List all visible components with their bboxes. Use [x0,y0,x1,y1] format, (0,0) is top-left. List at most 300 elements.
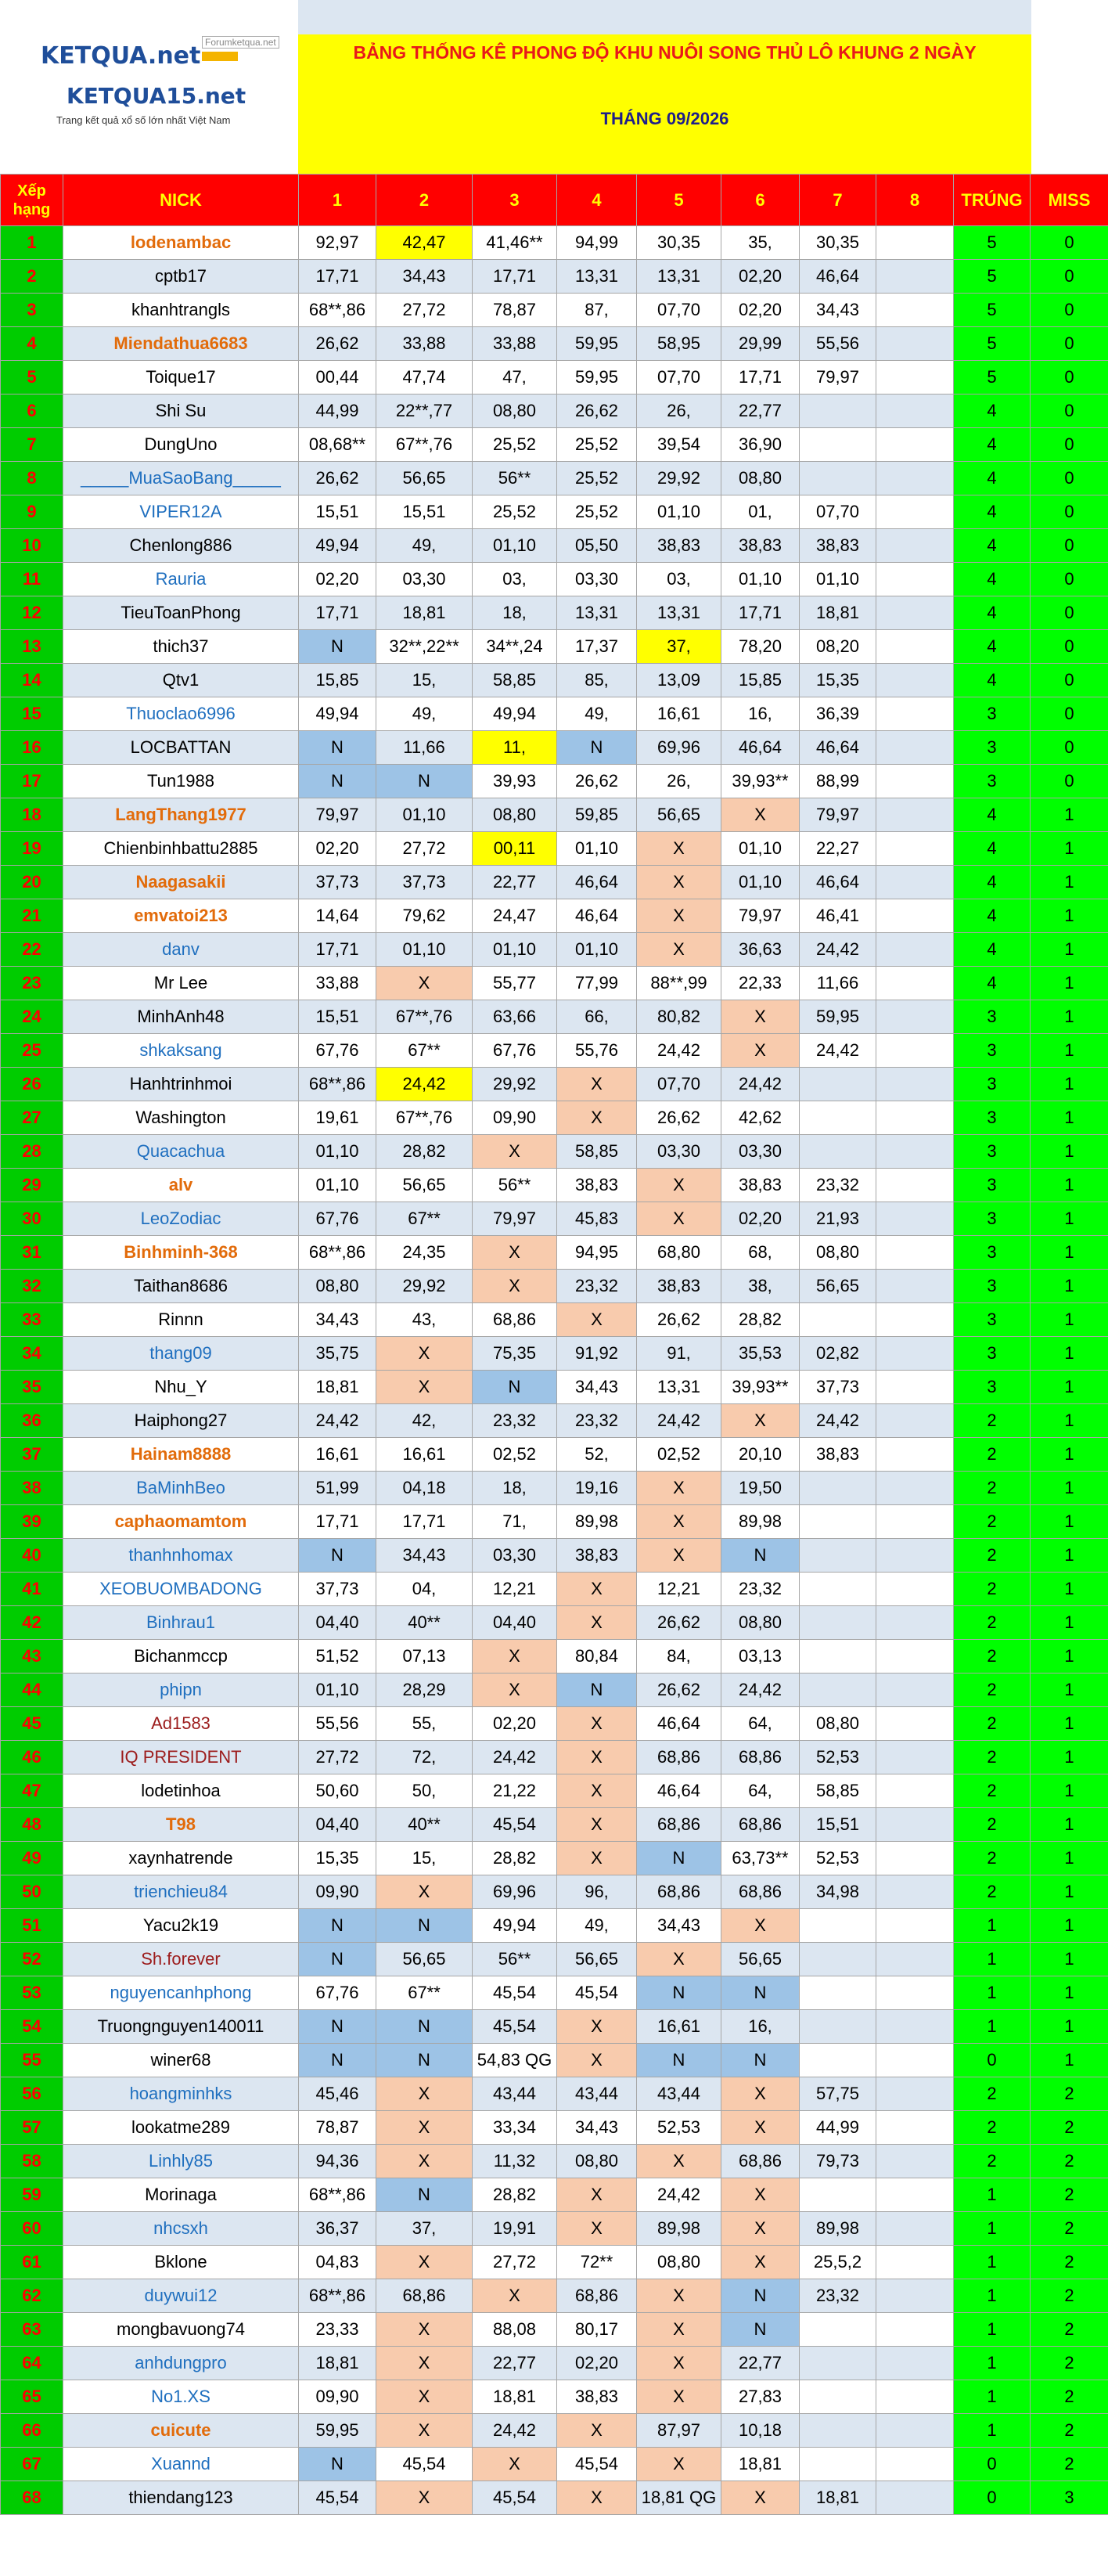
nick-cell[interactable]: cptb17 [63,260,299,294]
day-cell: 34,98 [800,1875,876,1909]
day-cell: X [557,2481,637,2515]
nick-cell[interactable]: Hainam8888 [63,1438,299,1472]
day-cell: 67**,76 [376,1101,473,1135]
site-logo[interactable] [0,34,298,174]
day-cell: 02,52 [473,1438,557,1472]
table-row [1,1842,1108,1875]
rank-cell: 50 [1,1875,63,1909]
day-cell [876,899,954,933]
table-row [1,327,1108,361]
nick-cell[interactable]: IQ PRESIDENT [63,1741,299,1774]
day-cell: 43,44 [473,2077,557,2111]
day-cell: 56** [473,1169,557,1202]
nick-cell[interactable]: Naagasakii [63,866,299,899]
day-cell: 03,30 [637,1135,721,1169]
day-cell: X [557,2010,637,2044]
day-cell: 08,20 [800,630,876,664]
nick-cell[interactable]: Ad1583 [63,1707,299,1741]
day-cell: 71, [473,1505,557,1539]
day-cell: 52,53 [800,1842,876,1875]
nick-cell[interactable]: lookatme289 [63,2111,299,2145]
day-cell: 27,72 [473,2246,557,2279]
day-cell: 89,98 [557,1505,637,1539]
day-cell: N [637,1842,721,1875]
nick-cell[interactable]: winer68 [63,2044,299,2077]
day-cell: 27,72 [376,832,473,866]
day-cell: 04,40 [299,1606,376,1640]
day-cell: 24,42 [800,933,876,967]
day-cell: 68,86 [376,2279,473,2313]
rank-cell: 29 [1,1169,63,1202]
miss-count-cell: 0 [1031,395,1108,428]
nick-cell[interactable]: Xuannd [63,2448,299,2481]
nick-cell[interactable]: cuicute [63,2414,299,2448]
day-cell: 85, [557,664,637,697]
hit-count-cell: 3 [954,1236,1031,1270]
day-cell: 28,82 [473,2178,557,2212]
day-cell [876,294,954,327]
nick-cell[interactable]: nhcsxh [63,2212,299,2246]
table-row [1,294,1108,327]
nick-cell[interactable]: khanhtrangls [63,294,299,327]
nick-cell[interactable]: Nhu_Y [63,1371,299,1404]
day-cell: X [637,1943,721,1976]
day-cell: N [299,2044,376,2077]
miss-count-cell: 0 [1031,731,1108,765]
day-cell: 17,71 [376,1505,473,1539]
nick-cell[interactable]: MinhAnh48 [63,1000,299,1034]
nick-cell[interactable]: _____MuaSaoBang_____ [63,462,299,495]
day-cell: 59,85 [557,798,637,832]
day-cell: X [473,1673,557,1707]
day-cell: 01,10 [721,563,800,596]
day-cell: 01,10 [473,529,557,563]
nick-cell[interactable]: danv [63,933,299,967]
nick-cell[interactable]: Qtv1 [63,664,299,697]
day-cell [800,1606,876,1640]
nick-cell[interactable]: TieuToanPhong [63,596,299,630]
day-cell: 08,80 [721,462,800,495]
nick-cell[interactable]: emvatoi213 [63,899,299,933]
miss-count-cell: 2 [1031,2246,1108,2279]
day-cell: 33,88 [376,327,473,361]
day-cell: 15,51 [376,495,473,529]
rank-cell: 46 [1,1741,63,1774]
hit-count-cell: 3 [954,731,1031,765]
day-cell: N [299,1909,376,1943]
miss-count-cell: 1 [1031,1640,1108,1673]
nick-cell[interactable]: Quacachua [63,1135,299,1169]
day-cell: 67**,76 [376,428,473,462]
rank-cell: 26 [1,1068,63,1101]
day-cell: 15,35 [299,1842,376,1875]
nick-cell[interactable]: LangThang1977 [63,798,299,832]
day-cell: X [721,2077,800,2111]
day-cell: N [376,2178,473,2212]
nick-cell[interactable]: duywui12 [63,2279,299,2313]
miss-count-cell: 0 [1031,529,1108,563]
hit-count-cell: 2 [954,1606,1031,1640]
rank-cell: 1 [1,226,63,260]
nick-cell[interactable]: phipn [63,1673,299,1707]
day-cell [800,1539,876,1573]
day-cell: 46,64 [637,1707,721,1741]
day-cell: 38,83 [557,1169,637,1202]
nick-cell[interactable]: trienchieu84 [63,1875,299,1909]
day-cell: 01,10 [299,1673,376,1707]
day-cell [876,260,954,294]
day-cell: 49, [376,529,473,563]
miss-count-cell: 0 [1031,765,1108,798]
nick-cell[interactable]: Tun1988 [63,765,299,798]
rank-cell: 6 [1,395,63,428]
day-cell: X [557,1573,637,1606]
day-cell [876,1640,954,1673]
title-banner [298,34,1031,174]
day-cell: 24,35 [376,1236,473,1270]
nick-cell[interactable]: Linhly85 [63,2145,299,2178]
rank-cell: 16 [1,731,63,765]
day-cell [876,2044,954,2077]
day-cell: 24,47 [473,899,557,933]
day-cell: 02,20 [721,1202,800,1236]
day-cell: N [557,731,637,765]
day-cell: 88,08 [473,2313,557,2347]
day-cell: 15,51 [299,495,376,529]
day-cell: 24,42 [637,1034,721,1068]
miss-count-cell: 1 [1031,1000,1108,1034]
day-cell [876,462,954,495]
nick-cell[interactable]: Bklone [63,2246,299,2279]
day-cell: 38,83 [637,529,721,563]
day-cell: N [376,1909,473,1943]
nick-cell[interactable]: Shi Su [63,395,299,428]
table-row [1,2279,1108,2313]
miss-count-cell: 1 [1031,1808,1108,1842]
rank-cell: 54 [1,2010,63,2044]
day-cell: 94,95 [557,1236,637,1270]
day-cell: X [721,798,800,832]
day-cell: 34,43 [376,1539,473,1573]
logo-small-label: Forumketqua.net [202,36,279,49]
nick-cell[interactable]: Rinnn [63,1303,299,1337]
day-cell: X [721,2111,800,2145]
miss-count-cell: 1 [1031,1236,1108,1270]
nick-cell[interactable]: LeoZodiac [63,1202,299,1236]
day-cell: 35, [721,226,800,260]
day-cell: 18, [473,1472,557,1505]
nick-cell[interactable]: lodenambac [63,226,299,260]
day-cell: 15, [376,1842,473,1875]
hit-count-cell: 2 [954,2111,1031,2145]
nick-cell[interactable]: Thuoclao6996 [63,697,299,731]
day-cell: X [376,1337,473,1371]
day-cell: 37, [376,2212,473,2246]
miss-count-cell: 1 [1031,1068,1108,1101]
nick-cell[interactable]: Miendathua6683 [63,327,299,361]
nick-cell[interactable]: caphaomamtom [63,1505,299,1539]
nick-cell[interactable]: T98 [63,1808,299,1842]
rank-cell: 21 [1,899,63,933]
day-cell: 37,73 [299,1573,376,1606]
hit-count-cell: 5 [954,226,1031,260]
day-cell: 43,44 [637,2077,721,2111]
day-cell: 43,44 [557,2077,637,2111]
day-cell: X [376,1371,473,1404]
hit-count-cell: 3 [954,1034,1031,1068]
nick-cell[interactable]: thang09 [63,1337,299,1371]
nick-cell[interactable]: Haiphong27 [63,1404,299,1438]
day-cell: 09,90 [473,1101,557,1135]
nick-cell[interactable]: hoangminhks [63,2077,299,2111]
day-cell: 29,92 [637,462,721,495]
nick-cell[interactable]: thich37 [63,630,299,664]
day-cell [800,1673,876,1707]
hit-count-cell: 2 [954,1404,1031,1438]
day-cell: X [637,899,721,933]
day-cell: 24,42 [473,1741,557,1774]
day-cell: N [299,2010,376,2044]
day-cell: 44,99 [299,395,376,428]
day-cell: 24,42 [299,1404,376,1438]
hit-count-cell: 1 [954,2380,1031,2414]
day-cell [876,1573,954,1606]
day-cell: 26,62 [637,1673,721,1707]
day-cell: X [637,2313,721,2347]
table-row [1,2347,1108,2380]
nick-cell[interactable]: anhdungpro [63,2347,299,2380]
day-cell: 68,86 [637,1808,721,1842]
nick-cell[interactable]: nguyencanhphong [63,1976,299,2010]
day-cell: X [557,1774,637,1808]
day-cell: 33,88 [299,967,376,1000]
day-cell: X [376,2380,473,2414]
day-cell [876,1505,954,1539]
day-cell: 49,94 [473,697,557,731]
miss-count-cell: 1 [1031,1169,1108,1202]
hit-count-cell: 3 [954,1135,1031,1169]
miss-count-cell: 1 [1031,1875,1108,1909]
nick-cell[interactable]: Rauria [63,563,299,596]
day-cell [876,2178,954,2212]
nick-cell[interactable]: Sh.forever [63,1943,299,1976]
day-cell: 00,44 [299,361,376,395]
rank-cell: 11 [1,563,63,596]
table-row [1,563,1108,596]
day-cell: 38,83 [800,1438,876,1472]
nick-cell[interactable]: lodetinhoa [63,1774,299,1808]
column-header: MISS [1031,175,1108,226]
day-cell [876,361,954,395]
nick-cell[interactable]: BaMinhBeo [63,1472,299,1505]
nick-cell[interactable]: thiendang123 [63,2481,299,2515]
day-cell: 28,82 [376,1135,473,1169]
day-cell: 26, [637,765,721,798]
nick-cell[interactable]: Hanhtrinhmoi [63,1068,299,1101]
day-cell: 03,13 [721,1640,800,1673]
day-cell: N [721,1976,800,2010]
day-cell: 21,93 [800,1202,876,1236]
day-cell: 79,97 [299,798,376,832]
day-cell: 77,99 [557,967,637,1000]
day-cell: 08,80 [800,1236,876,1270]
day-cell: 18,81 [473,2380,557,2414]
miss-count-cell: 2 [1031,2347,1108,2380]
day-cell: N [721,2044,800,2077]
day-cell: 26, [637,395,721,428]
table-row [1,1337,1108,1371]
table-row [1,1472,1108,1505]
day-cell: 30,35 [800,226,876,260]
hit-count-cell: 2 [954,2077,1031,2111]
rank-cell: 51 [1,1909,63,1943]
table-row [1,2313,1108,2347]
rank-cell: 36 [1,1404,63,1438]
day-cell [876,2111,954,2145]
day-cell: 04,18 [376,1472,473,1505]
hit-count-cell: 2 [954,1842,1031,1875]
day-cell: 79,97 [800,798,876,832]
day-cell: 25,52 [557,428,637,462]
table-row [1,2380,1108,2414]
day-cell: 68**,86 [299,2279,376,2313]
hit-count-cell: 3 [954,1068,1031,1101]
miss-count-cell: 1 [1031,2044,1108,2077]
nick-cell[interactable]: Bichanmccp [63,1640,299,1673]
day-cell: 41,46** [473,226,557,260]
rank-cell: 27 [1,1101,63,1135]
day-cell [800,1472,876,1505]
day-cell: 88**,99 [637,967,721,1000]
day-cell: 45,54 [473,2481,557,2515]
day-cell [800,1640,876,1673]
day-cell: 56,65 [376,1169,473,1202]
nick-cell[interactable]: Truongnguyen140011 [63,2010,299,2044]
column-header: 4 [557,175,637,226]
nick-cell[interactable]: LOCBATTAN [63,731,299,765]
day-cell [876,2279,954,2313]
rank-cell: 3 [1,294,63,327]
nick-cell[interactable]: DungUno [63,428,299,462]
day-cell [876,1404,954,1438]
miss-count-cell: 1 [1031,1842,1108,1875]
day-cell: 42, [376,1404,473,1438]
nick-cell[interactable]: Binhrau1 [63,1606,299,1640]
day-cell [800,2448,876,2481]
day-cell: 55,77 [473,967,557,1000]
nick-cell[interactable]: thanhnhomax [63,1539,299,1573]
day-cell [876,596,954,630]
day-cell: 26,62 [557,765,637,798]
nick-cell[interactable]: Morinaga [63,2178,299,2212]
day-cell: X [721,2481,800,2515]
table-row [1,1606,1108,1640]
day-cell: 01,10 [376,933,473,967]
day-cell: X [721,1404,800,1438]
day-cell: 19,16 [557,1472,637,1505]
day-cell: 84, [637,1640,721,1673]
day-cell: 63,66 [473,1000,557,1034]
nick-cell[interactable]: XEOBUOMBADONG [63,1573,299,1606]
day-cell: 19,50 [721,1472,800,1505]
column-header: 1 [299,175,376,226]
nick-cell[interactable]: No1.XS [63,2380,299,2414]
rank-cell: 12 [1,596,63,630]
page-title: BẢNG THỐNG KÊ PHONG ĐỘ KHU NUÔI SONG THỦ LÔ KHUNG 2 NGÀY [353,42,977,63]
nick-cell[interactable]: VIPER12A [63,495,299,529]
day-cell: 17,71 [299,596,376,630]
day-cell [876,1875,954,1909]
rank-cell: 22 [1,933,63,967]
day-cell [800,1573,876,1606]
day-cell: 15,51 [299,1000,376,1034]
day-cell: 37, [637,630,721,664]
table-row [1,1943,1108,1976]
day-cell: 67,76 [299,1202,376,1236]
day-cell: X [376,2481,473,2515]
day-cell: 27,72 [299,1741,376,1774]
day-cell: 36,39 [800,697,876,731]
rank-cell: 40 [1,1539,63,1573]
nick-cell[interactable]: Mr Lee [63,967,299,1000]
table-row [1,2145,1108,2178]
rank-cell: 68 [1,2481,63,2515]
nick-cell[interactable]: Washington [63,1101,299,1135]
nick-cell[interactable]: Chienbinhbattu2885 [63,832,299,866]
miss-count-cell: 2 [1031,2414,1108,2448]
hit-count-cell: 2 [954,1707,1031,1741]
day-cell: 16,61 [376,1438,473,1472]
miss-count-cell: 1 [1031,1741,1108,1774]
day-cell: 24,42 [376,1068,473,1101]
day-cell: 07,70 [800,495,876,529]
day-cell: 02,20 [299,563,376,596]
day-cell [876,495,954,529]
miss-count-cell: 2 [1031,2111,1108,2145]
rank-cell: 67 [1,2448,63,2481]
day-cell: 68,80 [637,1236,721,1270]
day-cell: 56,65 [637,798,721,832]
day-cell: 87, [557,294,637,327]
nick-cell[interactable]: shkaksang [63,1034,299,1068]
day-cell [876,529,954,563]
nick-cell[interactable]: Chenlong886 [63,529,299,563]
day-cell: 91,92 [557,1337,637,1371]
table-row [1,933,1108,967]
day-cell: X [637,1202,721,1236]
miss-count-cell: 1 [1031,1404,1108,1438]
nick-cell[interactable]: Toique17 [63,361,299,395]
day-cell: 04,40 [299,1808,376,1842]
day-cell: 15,35 [800,664,876,697]
nick-cell[interactable]: Yacu2k19 [63,1909,299,1943]
rank-cell: 20 [1,866,63,899]
nick-cell[interactable]: mongbavuong74 [63,2313,299,2347]
day-cell: 02,20 [557,2347,637,2380]
nick-cell[interactable]: Binhminh-368 [63,1236,299,1270]
nick-cell[interactable]: Taithan8686 [63,1270,299,1303]
table-row [1,899,1108,933]
rank-cell: 62 [1,2279,63,2313]
nick-cell[interactable]: alv [63,1169,299,1202]
day-cell: X [637,2145,721,2178]
nick-cell[interactable]: xaynhatrende [63,1842,299,1875]
day-cell: 01,10 [800,563,876,596]
table-row [1,1034,1108,1068]
day-cell: 45,46 [299,2077,376,2111]
day-cell: X [473,1640,557,1673]
rank-cell: 49 [1,1842,63,1875]
